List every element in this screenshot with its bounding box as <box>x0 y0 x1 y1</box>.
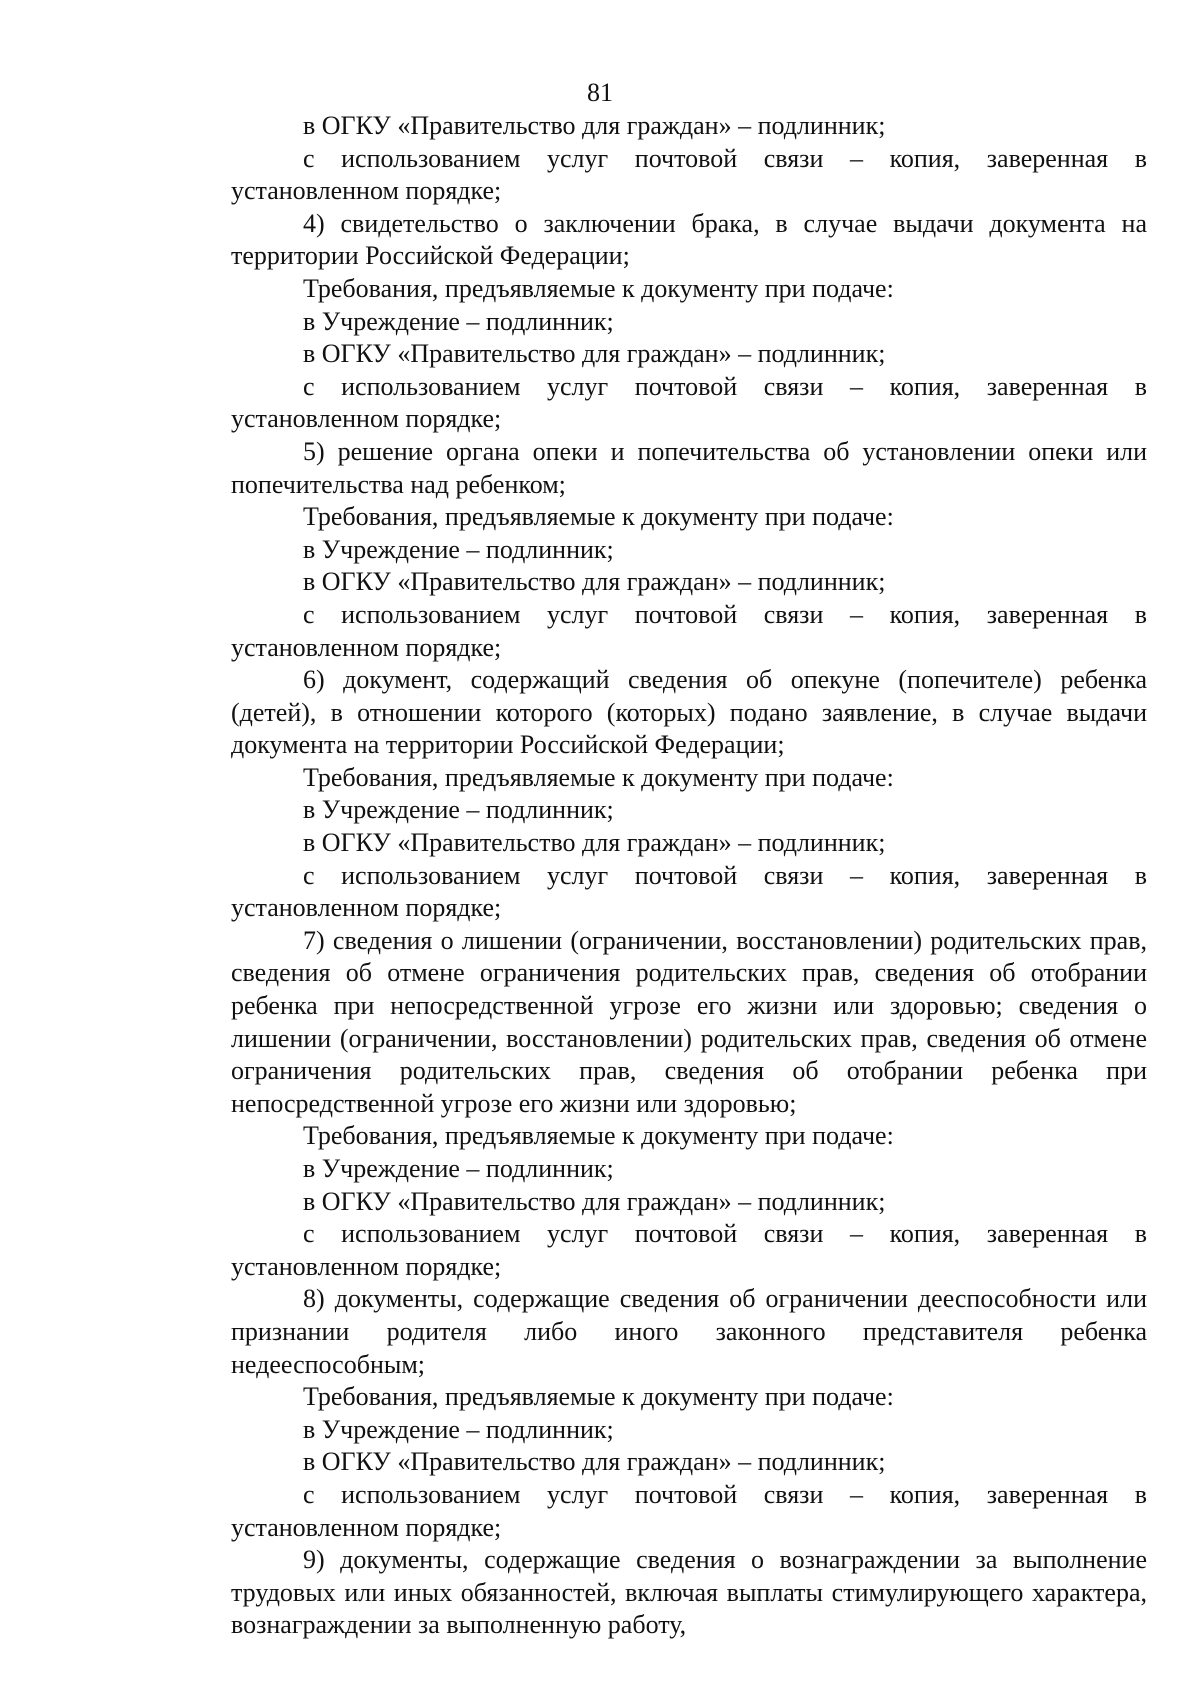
paragraph: в ОГКУ «Правительство для граждан» – подлинник; <box>303 1447 886 1477</box>
paragraph: Требования, предъявляемые к документу при подаче: <box>303 1121 894 1151</box>
paragraph: Требования, предъявляемые к документу при подаче: <box>303 762 894 792</box>
paragraph: в ОГКУ «Правительство для граждан» – подлинник; <box>303 1186 886 1216</box>
paragraph: с использованием услуг почтовой связи – копия, заверенная в установленном порядке; <box>231 143 1147 206</box>
paragraph: с использованием услуг почтовой связи – копия, заверенная в установленном порядке; <box>231 599 1147 662</box>
document-body <box>231 110 1147 1642</box>
paragraph: 8) документы, содержащие сведения об ограничении дееспособности или признании родителя либо иного законного представителя ребенка недееспособным; <box>231 1284 1147 1379</box>
paragraph: Требования, предъявляемые к документу при подаче: <box>303 1382 894 1412</box>
paragraph: в Учреждение – подлинник; <box>303 1154 614 1183</box>
paragraph: с использованием услуг почтовой связи – копия, заверенная в установленном порядке; <box>231 1219 1147 1281</box>
paragraph: с использованием услуг почтовой связи – копия, заверенная в установленном порядке; <box>231 860 1147 923</box>
page-number: 81 <box>587 78 613 107</box>
paragraph: 5) решение органа опеки и попечительства об установлении опеки или попечительства над ребенком; <box>231 436 1147 499</box>
paragraph: с использованием услуг почтовой связи – копия, заверенная в установленном порядке; <box>231 1479 1147 1542</box>
paragraph: в ОГКУ «Правительство для граждан» – подлинник; <box>303 339 886 369</box>
paragraph: Требования, предъявляемые к документу при подаче: <box>303 502 894 532</box>
paragraph: 9) документы, содержащие сведения о вознаграждении за выполнение трудовых или иных обязанностей, включая выплаты стимулирующего характера, вознаграждении за выполненную работу, <box>231 1545 1147 1640</box>
paragraph: в ОГКУ «Правительство для граждан» – подлинник; <box>303 567 886 597</box>
paragraph: в ОГКУ «Правительство для граждан» – подлинник; <box>303 828 886 858</box>
paragraph: в Учреждение – подлинник; <box>303 534 614 564</box>
paragraph: 6) документ, содержащий сведения об опекуне (попечителе) ребенка (детей), в отношении которого (которых) подано заявление, в случае выдачи документа на территории Российской Федерации; <box>231 665 1147 760</box>
paragraph: в Учреждение – подлинник; <box>303 1414 614 1444</box>
paragraph: в ОГКУ «Правительство для граждан» – подлинник; <box>303 111 886 140</box>
paragraph: в Учреждение – подлинник; <box>303 306 614 336</box>
paragraph: с использованием услуг почтовой связи – копия, заверенная в установленном порядке; <box>231 371 1147 434</box>
paragraph: в Учреждение – подлинник; <box>303 795 614 825</box>
paragraph: 7) сведения о лишении (ограничении, восстановлении) родительских прав, сведения об отмене ограничения родительских прав, сведения об отобрании ребенка при непосредственной угрозе его жизни или здоровью; сведения о лишении (ограничении, восстановлении) родительских прав, сведения об отмене ограничения родительских прав, сведения об отобрании ребенка при непосредственной угрозе его жизни или здоровью; <box>231 925 1147 1118</box>
paragraph: Требования, предъявляемые к документу при подаче: <box>303 273 894 303</box>
paragraph: 4) свидетельство о заключении брака, в случае выдачи документа на территории Российской Федерации; <box>231 208 1147 271</box>
